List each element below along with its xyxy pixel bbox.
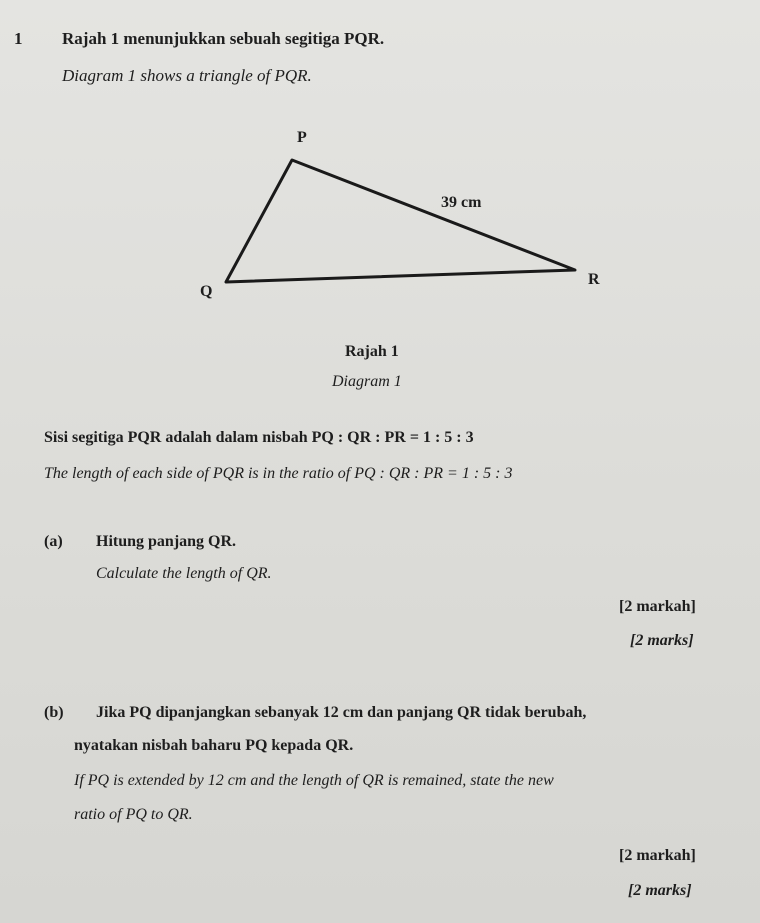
question-number: 1 [14, 29, 23, 48]
triangle-pqr [226, 160, 575, 282]
vertex-p-label: P [297, 129, 307, 146]
diagram-caption-english: Diagram 1 [332, 373, 402, 390]
vertex-r-label: R [588, 271, 600, 288]
part-a-label: (a) [44, 533, 63, 550]
ratio-statement-english: The length of each side of PQR is in the ratio of PQ : QR : PR = 1 : 5 : 3 [44, 465, 513, 482]
part-b-label: (b) [44, 704, 64, 721]
part-a-question-english: Calculate the length of QR. [96, 565, 272, 582]
vertex-q-label: Q [200, 283, 213, 300]
part-b-question-english-line2: ratio of PQ to QR. [74, 806, 193, 823]
part-b-marks-malay: [2 markah] [619, 847, 696, 864]
side-length-label: 39 cm [441, 194, 482, 211]
part-b-question-malay-line2: nyatakan nisbah baharu PQ kepada QR. [74, 737, 354, 754]
part-b-question-malay-line1: Jika PQ dipanjangkan sebanyak 12 cm dan panjang QR tidak berubah, [96, 704, 587, 721]
ratio-statement-malay: Sisi segitiga PQR adalah dalam nisbah PQ : QR : PR = 1 : 5 : 3 [44, 429, 474, 446]
part-a-marks-english: [2 marks] [630, 632, 694, 649]
part-a-marks-malay: [2 markah] [619, 598, 696, 615]
intro-english: Diagram 1 shows a triangle of PQR. [62, 66, 312, 85]
intro-malay: Rajah 1 menunjukkan sebuah segitiga PQR. [62, 29, 385, 48]
diagram-caption-malay: Rajah 1 [345, 343, 399, 360]
part-a-question-malay: Hitung panjang QR. [96, 533, 237, 550]
part-b-marks-english: [2 marks] [628, 882, 692, 899]
part-b-question-english-line1: If PQ is extended by 12 cm and the length of QR is remained, state the new [74, 772, 554, 789]
